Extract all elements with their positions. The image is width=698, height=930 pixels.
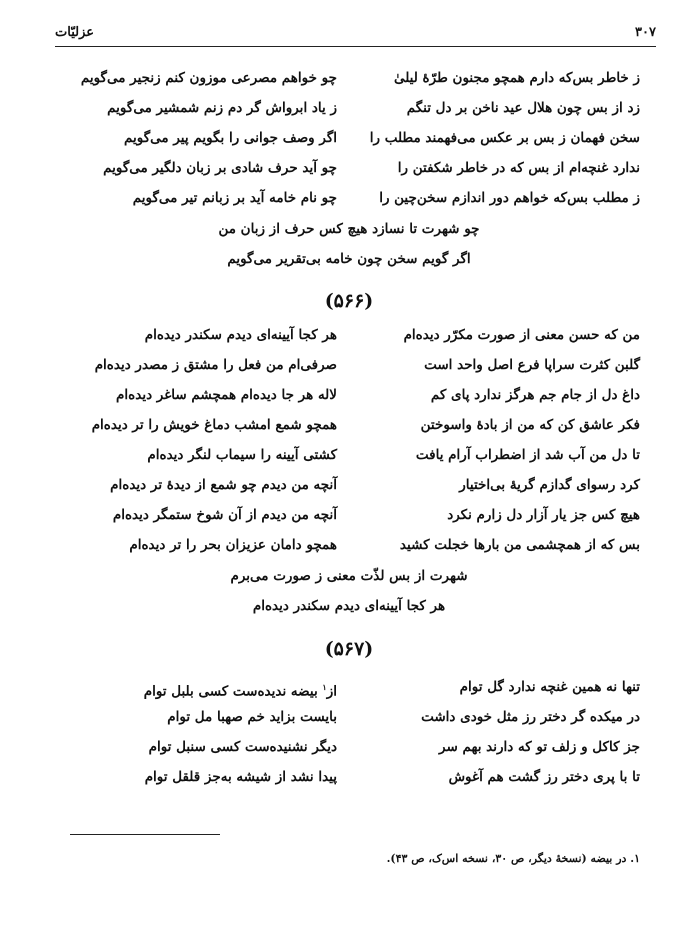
couplet	[70, 185, 640, 211]
couplet	[70, 442, 640, 468]
hemistich-first: هیچ کس جز یار آزار دل زارم نکرد	[447, 507, 640, 523]
hemistich-second: چو خواهم مصرعی موزون کنم زنجیر می‌گویم	[80, 70, 337, 86]
hemistich-first: تنها نه همین غنچه ندارد گل توام	[459, 679, 640, 695]
page-header	[55, 22, 656, 42]
hemistich-first: بس که از همچشمی من بارها خجلت کشید	[399, 537, 640, 553]
hemistich-second: کشتی آیینه را سیماب لنگر دیده‌ام	[147, 447, 337, 463]
hemistich-second: چو نام خامه آید بر زبانم تیر می‌گویم	[132, 190, 337, 206]
couplet	[70, 95, 640, 121]
couplet	[70, 532, 640, 558]
hemistich-first: ز خاطر بس‌که دارم همچو مجنون طرّهٔ لیلیٰ	[393, 70, 640, 86]
hemistich-second: لاله هر جا دیده‌ام همچشم ساغر دیده‌ام	[116, 387, 337, 403]
hemistich-second: صرفی‌ام من فعل را مشتق ز مصدر دیده‌ام	[94, 357, 337, 373]
hemistich-second: هر کجا آیینه‌ای دیدم سکندر دیده‌ام	[144, 327, 337, 343]
couplet	[70, 382, 640, 408]
couplet	[70, 322, 640, 348]
closing-hemistich: اگر گویم سخن چون خامه بی‌تقریر می‌گویم	[227, 251, 471, 267]
footnote: ۱. در بیضه (نسخهٔ دیگر، ص ۳۰، نسخه اس‌ک، ص ۴۳).	[386, 852, 640, 865]
couplet	[70, 412, 640, 438]
hemistich-first: در میکده گر دختر رز مثل خودی داشت	[421, 709, 640, 725]
hemistich-second: ز یاد ابرواش گر دم زنم شمشیر می‌گویم	[107, 100, 337, 116]
hemistich-second: دیگر نشنیده‌ست کسی سنبل توام	[148, 739, 337, 755]
closing-hemistich: شهرت از بس لذّت معنی ز صورت می‌برم	[230, 568, 468, 584]
hemistich-first: زد از بس چون هلال عید ناخن بر دل تنگم	[406, 100, 640, 116]
poem-number: (۵۶۶)	[324, 290, 374, 312]
page-number: ۳۰۷	[635, 24, 656, 40]
couplet	[70, 125, 640, 151]
couplet	[70, 764, 640, 790]
couplet	[70, 65, 640, 91]
hemistich-second: همچو دامان عزیزان بحر را تر دیده‌ام	[129, 537, 337, 553]
hemistich-second: اگر وصف جوانی را بگویم پیر می‌گویم	[124, 130, 337, 146]
hemistich-first: گلبن کثرت سراپا فرع اصل واحد است	[424, 357, 640, 373]
hemistich-first: تا دل من آب شد از اضطراب آرام یافت	[415, 447, 640, 463]
hemistich-second: آنچه من دیدم از آن شوخ ستمگر دیده‌ام	[112, 507, 337, 523]
hemistich-first: ندارد غنچه‌ام از بس که در خاطر شکفتن را	[397, 160, 640, 176]
hemistich-first: من که حسن معنی از صورت مکرّر دیده‌ام	[403, 327, 640, 343]
couplet	[70, 155, 640, 181]
hemistich-first: جز کاکل و زلف تو که دارند بهم سر	[439, 739, 640, 755]
footnote-rule	[70, 834, 220, 835]
hemistich-first: سخن فهمان ز بس بر عکس می‌فهمند مطلب را	[369, 130, 640, 146]
poem-number: (۵۶۷)	[324, 638, 374, 660]
hemistich-prefix: از	[326, 683, 337, 700]
hemistich-second: پیدا نشد از شیشه به‌جز قلقل توام	[144, 769, 337, 785]
couplet	[70, 352, 640, 378]
hemistich-second	[70, 674, 355, 700]
header-rule	[55, 46, 656, 47]
couplet	[70, 674, 640, 700]
hemistich-first: کرد رسوای گدازم گریهٔ بی‌اختیار	[459, 477, 640, 493]
hemistich-second: چو آید حرف شادی بر زبان دلگیر می‌گویم	[103, 160, 337, 176]
hemistich-second: آنچه من دیدم چو شمع از دیدهٔ تر دیده‌ام	[110, 477, 337, 493]
hemistich-first: داغ دل از جام جم هرگز ندارد پای کم	[430, 387, 640, 403]
couplet	[70, 502, 640, 528]
footnote-marker: ۱	[322, 682, 327, 692]
closing-hemistich: چو شهرت تا نسازد هیچ کس حرف از زبان من	[218, 221, 480, 237]
section-title: عزلیّات	[55, 24, 95, 40]
hemistich-first: ز مطلب بس‌که خواهم دور اندازم سخن‌چین را	[379, 190, 640, 206]
closing-hemistich: هر کجا آیینه‌ای دیدم سکندر دیده‌ام	[252, 598, 446, 614]
hemistich-first: فکر عاشق کن که من از بادهٔ واسوختن	[420, 417, 640, 433]
hemistich-second: همچو شمع امشب دماغ خویش را تر دیده‌ام	[91, 417, 337, 433]
couplet	[70, 734, 640, 760]
couplet	[70, 472, 640, 498]
hemistich-first: تا با پری دختر رز گشت هم آغوش	[448, 769, 640, 785]
hemistich-rest: بیضه ندیده‌ست کسی بلبل توام	[143, 683, 318, 700]
hemistich-second: بایست بزاید خم صهبا مل توام	[167, 709, 337, 725]
couplet	[70, 704, 640, 730]
